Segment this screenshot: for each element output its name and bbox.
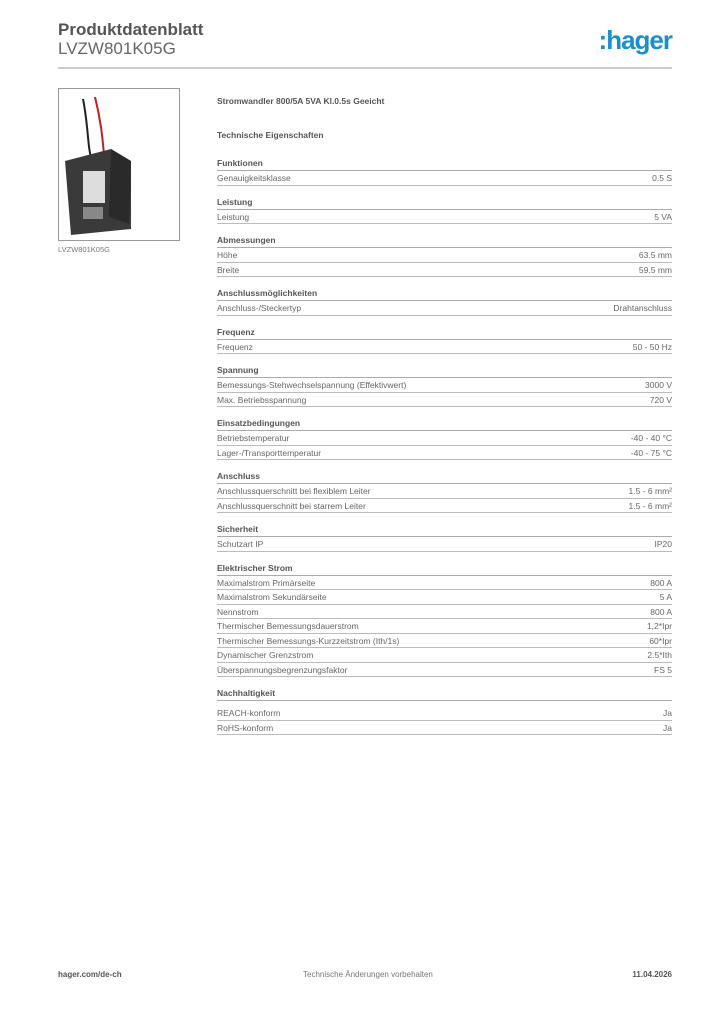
spec-row — [217, 340, 672, 355]
spec-section — [217, 416, 672, 460]
spec-row — [217, 484, 672, 499]
spec-section-title: Abmessungen — [217, 233, 672, 248]
spec-row — [217, 576, 672, 591]
spec-label: Anschluss-/Steckertyp — [217, 303, 302, 313]
specs-panel — [217, 96, 672, 735]
spec-section-title: Spannung — [217, 363, 672, 378]
spec-row — [217, 248, 672, 263]
spec-section — [217, 325, 672, 355]
spec-section — [217, 469, 672, 513]
spec-section-title: Sicherheit — [217, 522, 672, 537]
spec-label: Leistung — [217, 211, 250, 222]
spec-label: Bemessungs-Stehwechselspannung (Effektivwert) — [217, 380, 407, 390]
spec-label: Thermischer Bemessungs-Kurzzeitstrom (Ith/1s) — [217, 635, 400, 646]
footer-website-link[interactable]: hager.com/de-ch — [58, 970, 122, 979]
spec-row — [217, 721, 672, 736]
spec-row — [217, 663, 672, 678]
spec-label: Anschlussquerschnitt bei flexiblem Leiter — [217, 486, 371, 496]
footer-disclaimer: Technische Änderungen vorbehalten — [303, 970, 433, 979]
spec-section — [217, 522, 672, 552]
product-image — [58, 88, 180, 241]
spec-row — [217, 210, 672, 225]
spec-row — [217, 378, 672, 393]
spec-value: 720 V — [649, 394, 672, 405]
spec-section — [217, 686, 672, 735]
spec-label: RoHS-konform — [217, 722, 274, 733]
spec-value: Drahtanschluss — [613, 303, 672, 313]
spec-row — [217, 263, 672, 278]
spec-row — [217, 446, 672, 461]
spec-row — [217, 634, 672, 649]
spec-value: Ja — [663, 722, 672, 733]
spec-value: -40 - 75 °C — [630, 447, 672, 458]
spec-value: IP20 — [654, 539, 672, 549]
spec-label: Maximalstrom Primärseite — [217, 577, 316, 588]
product-title: Stromwandler 800/5A 5VA Kl.0.5s Geeicht — [217, 96, 385, 106]
section-heading: Technische Eigenschaften — [217, 130, 324, 140]
header-divider — [58, 67, 672, 69]
spec-row — [217, 171, 672, 186]
spec-value: -40 - 40 °C — [630, 433, 672, 443]
spec-value: 5 VA — [654, 211, 672, 222]
spec-value: 0.5 S — [652, 173, 672, 183]
spec-row — [217, 619, 672, 634]
spec-section-title: Anschlussmöglichkeiten — [217, 286, 672, 301]
spec-value: 5 A — [659, 592, 672, 602]
spec-value: 1,2*Ipr — [646, 621, 672, 631]
spec-label: Lager-/Transporttemperatur — [217, 447, 322, 458]
spec-section-title: Funktionen — [217, 156, 672, 171]
spec-label: Anschlussquerschnitt bei starrem Leiter — [217, 500, 366, 511]
spec-section-title: Elektrischer Strom — [217, 561, 672, 576]
spec-section — [217, 195, 672, 225]
spec-section — [217, 233, 672, 277]
document-title: Produktdatenblatt — [58, 20, 204, 39]
spec-section-title: Einsatzbedingungen — [217, 416, 672, 431]
spec-section — [217, 286, 672, 316]
spec-row — [217, 301, 672, 316]
spec-section-title: Frequenz — [217, 325, 672, 340]
spec-value: 60*Ipr — [649, 635, 672, 646]
spec-label: Nennstrom — [217, 606, 259, 617]
spec-section-title: Anschluss — [217, 469, 672, 484]
spec-section — [217, 561, 672, 678]
spec-value: FS 5 — [654, 664, 672, 675]
hager-logo: :hager — [598, 25, 672, 55]
spec-row — [217, 590, 672, 605]
spec-section-title: Nachhaltigkeit — [217, 686, 672, 701]
spec-value: 800 A — [650, 577, 672, 588]
spec-value: 50 - 50 Hz — [632, 341, 672, 352]
spec-label: Überspannungsbegrenzungsfaktor — [217, 664, 348, 675]
spec-row — [217, 706, 672, 721]
spec-label: Thermischer Bemessungsdauerstrom — [217, 621, 359, 631]
spec-section — [217, 156, 672, 186]
spec-label: Höhe — [217, 250, 238, 260]
spec-value: 63.5 mm — [638, 250, 672, 260]
spec-section-title: Leistung — [217, 195, 672, 210]
spec-row — [217, 393, 672, 408]
spec-row — [217, 499, 672, 514]
spec-label: Genauigkeitsklasse — [217, 173, 291, 183]
spec-label: Breite — [217, 264, 240, 275]
spec-label: Max. Betriebsspannung — [217, 394, 307, 405]
spec-value: 2.5*Ith — [647, 650, 672, 660]
image-caption: LVZW801K05G — [58, 245, 110, 254]
footer-date: 11.04.2026 — [632, 970, 672, 979]
spec-value: 800 A — [650, 606, 672, 617]
spec-label: Betriebstemperatur — [217, 433, 290, 443]
spec-row — [217, 648, 672, 663]
spec-row — [217, 431, 672, 446]
spec-label: Dynamischer Grenzstrom — [217, 650, 314, 660]
spec-value: Ja — [663, 708, 672, 718]
product-code: LVZW801K05G — [58, 39, 176, 58]
spec-label: Schutzart IP — [217, 539, 264, 549]
spec-value: 59.5 mm — [638, 264, 672, 275]
spec-label: REACH-konform — [217, 708, 281, 718]
spec-value: 1.5 - 6 mm² — [628, 500, 672, 511]
spec-section — [217, 363, 672, 407]
spec-label: Frequenz — [217, 341, 253, 352]
spec-row — [217, 537, 672, 552]
spec-row — [217, 605, 672, 620]
spec-value: 3000 V — [645, 380, 672, 390]
spec-label: Maximalstrom Sekundärseite — [217, 592, 327, 602]
spec-value: 1.5 - 6 mm² — [628, 486, 672, 496]
